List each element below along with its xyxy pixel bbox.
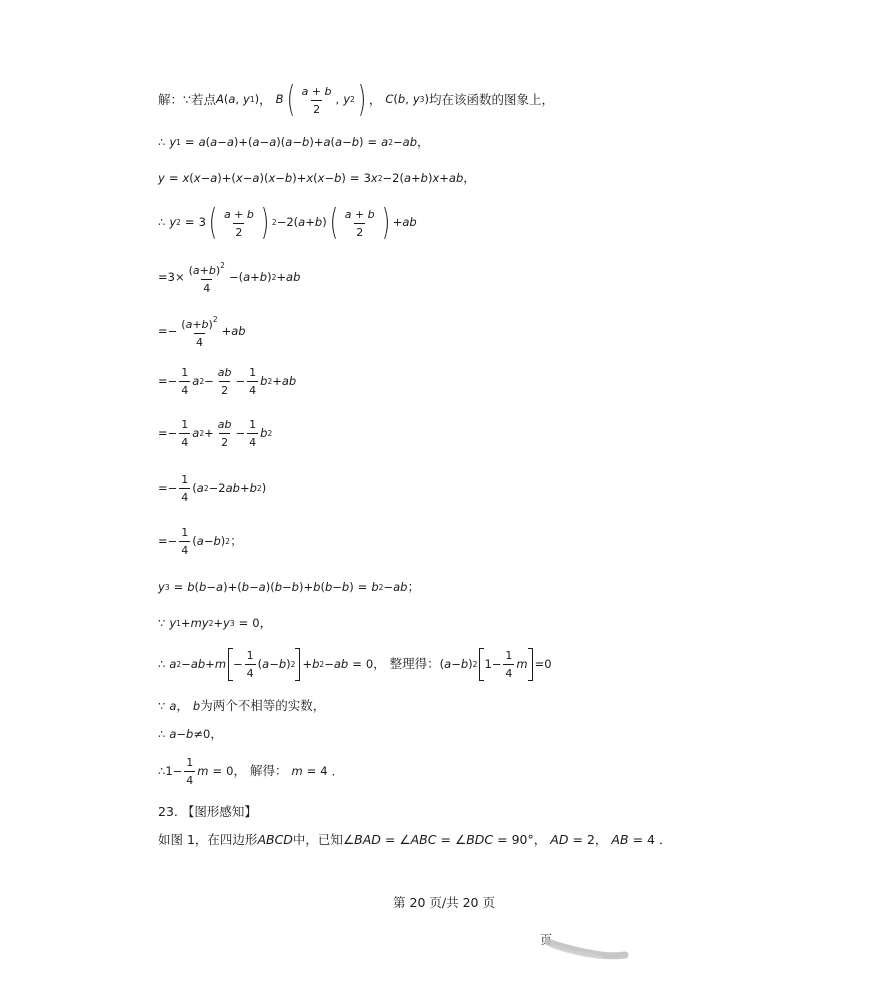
solution-line-7: = − $\frac{1}{4}$ a 2 − $\frac{ab}{2}$ − $\frac{1}{4}$ b 2 + ab [158,366,297,397]
stamp-text: 页 [540,933,553,947]
redaction-smudge [540,932,630,962]
solution-line-11: y 3 = b ( b − a ) + ( b − a ) ( b − b ) + b ( b − b ) = b 2 − ab ； [158,579,420,594]
solution-line-6: = − $\frac{(a+b)^2}{4}$ + ab [158,315,246,349]
solution-line-8: = − $\frac{1}{4}$ a 2 + $\frac{ab}{2}$ − $\frac{1}{4}$ b 2 [158,418,273,449]
solution-line-15: ∴ a − b ≠ 0 ， [158,726,223,741]
solution-line-2: ∴ y 1 = a ( a − a ) + ( a − a ) ( a − b ) + a ( a − b ) = a 2 − ab ， [158,134,430,149]
solution-line-16: ∴ 1 − $\frac{1}{4}$ m = 0 ， 解得： m = 4 ． [158,756,344,787]
solution-line-1: 解：∵若点 A ( a , y 1 ) ， B ( $\frac{a + b}{2}$ , y 2 ) ， C ( b , y 3 ) 均在该函数的图象上， [158,79,554,120]
solution-line-12: ∵ y 1 + my 2 + y 3 = 0 ， [158,615,273,630]
section-title: 23. 【图形感知】 [158,804,257,819]
solution-line-3: y = x ( x − a ) + ( x − a ) ( x − b ) + x ( x − b ) = 3 x 2 − 2 ( a + b ) x + ab ， [158,170,476,185]
solution-line-13: ∴ a 2 − ab + m − $\frac{1}{4}$ ( a − b ) 2 + b 2 − ab = 0 ， 整理得： ( a − b ) 2 1 − $\frac{1}{4}$ m = 0 [158,649,552,680]
section-body: 如图 1，在四边形 ABCD 中，已知 ∠ BAD = ∠ ABC = ∠ BDC = 90° ， AD = 2 ， AB = 4 ． [158,832,672,847]
solution-line-10: = − $\frac{1}{4}$ ( a − b ) 2 ； [158,526,243,557]
solution-line-14: ∵ a ， b 为两个不相等的实数， [158,698,326,713]
solution-line-9: = − $\frac{1}{4}$ ( a 2 − 2 ab + b 2 ) [158,473,267,504]
solution-line-5: = 3 × $\frac{(a+b)^2}{4}$ − ( a + b ) 2 + ab [158,261,301,295]
page-footer: 第 20 页/共 20 页 [393,895,495,910]
solution-line-4: ∴ y 2 = 3 ( $\frac{a + b}{2}$ ) 2 − 2 ( a + b ) ( $\frac{a + b}{2}$ ) + ab [158,202,417,243]
